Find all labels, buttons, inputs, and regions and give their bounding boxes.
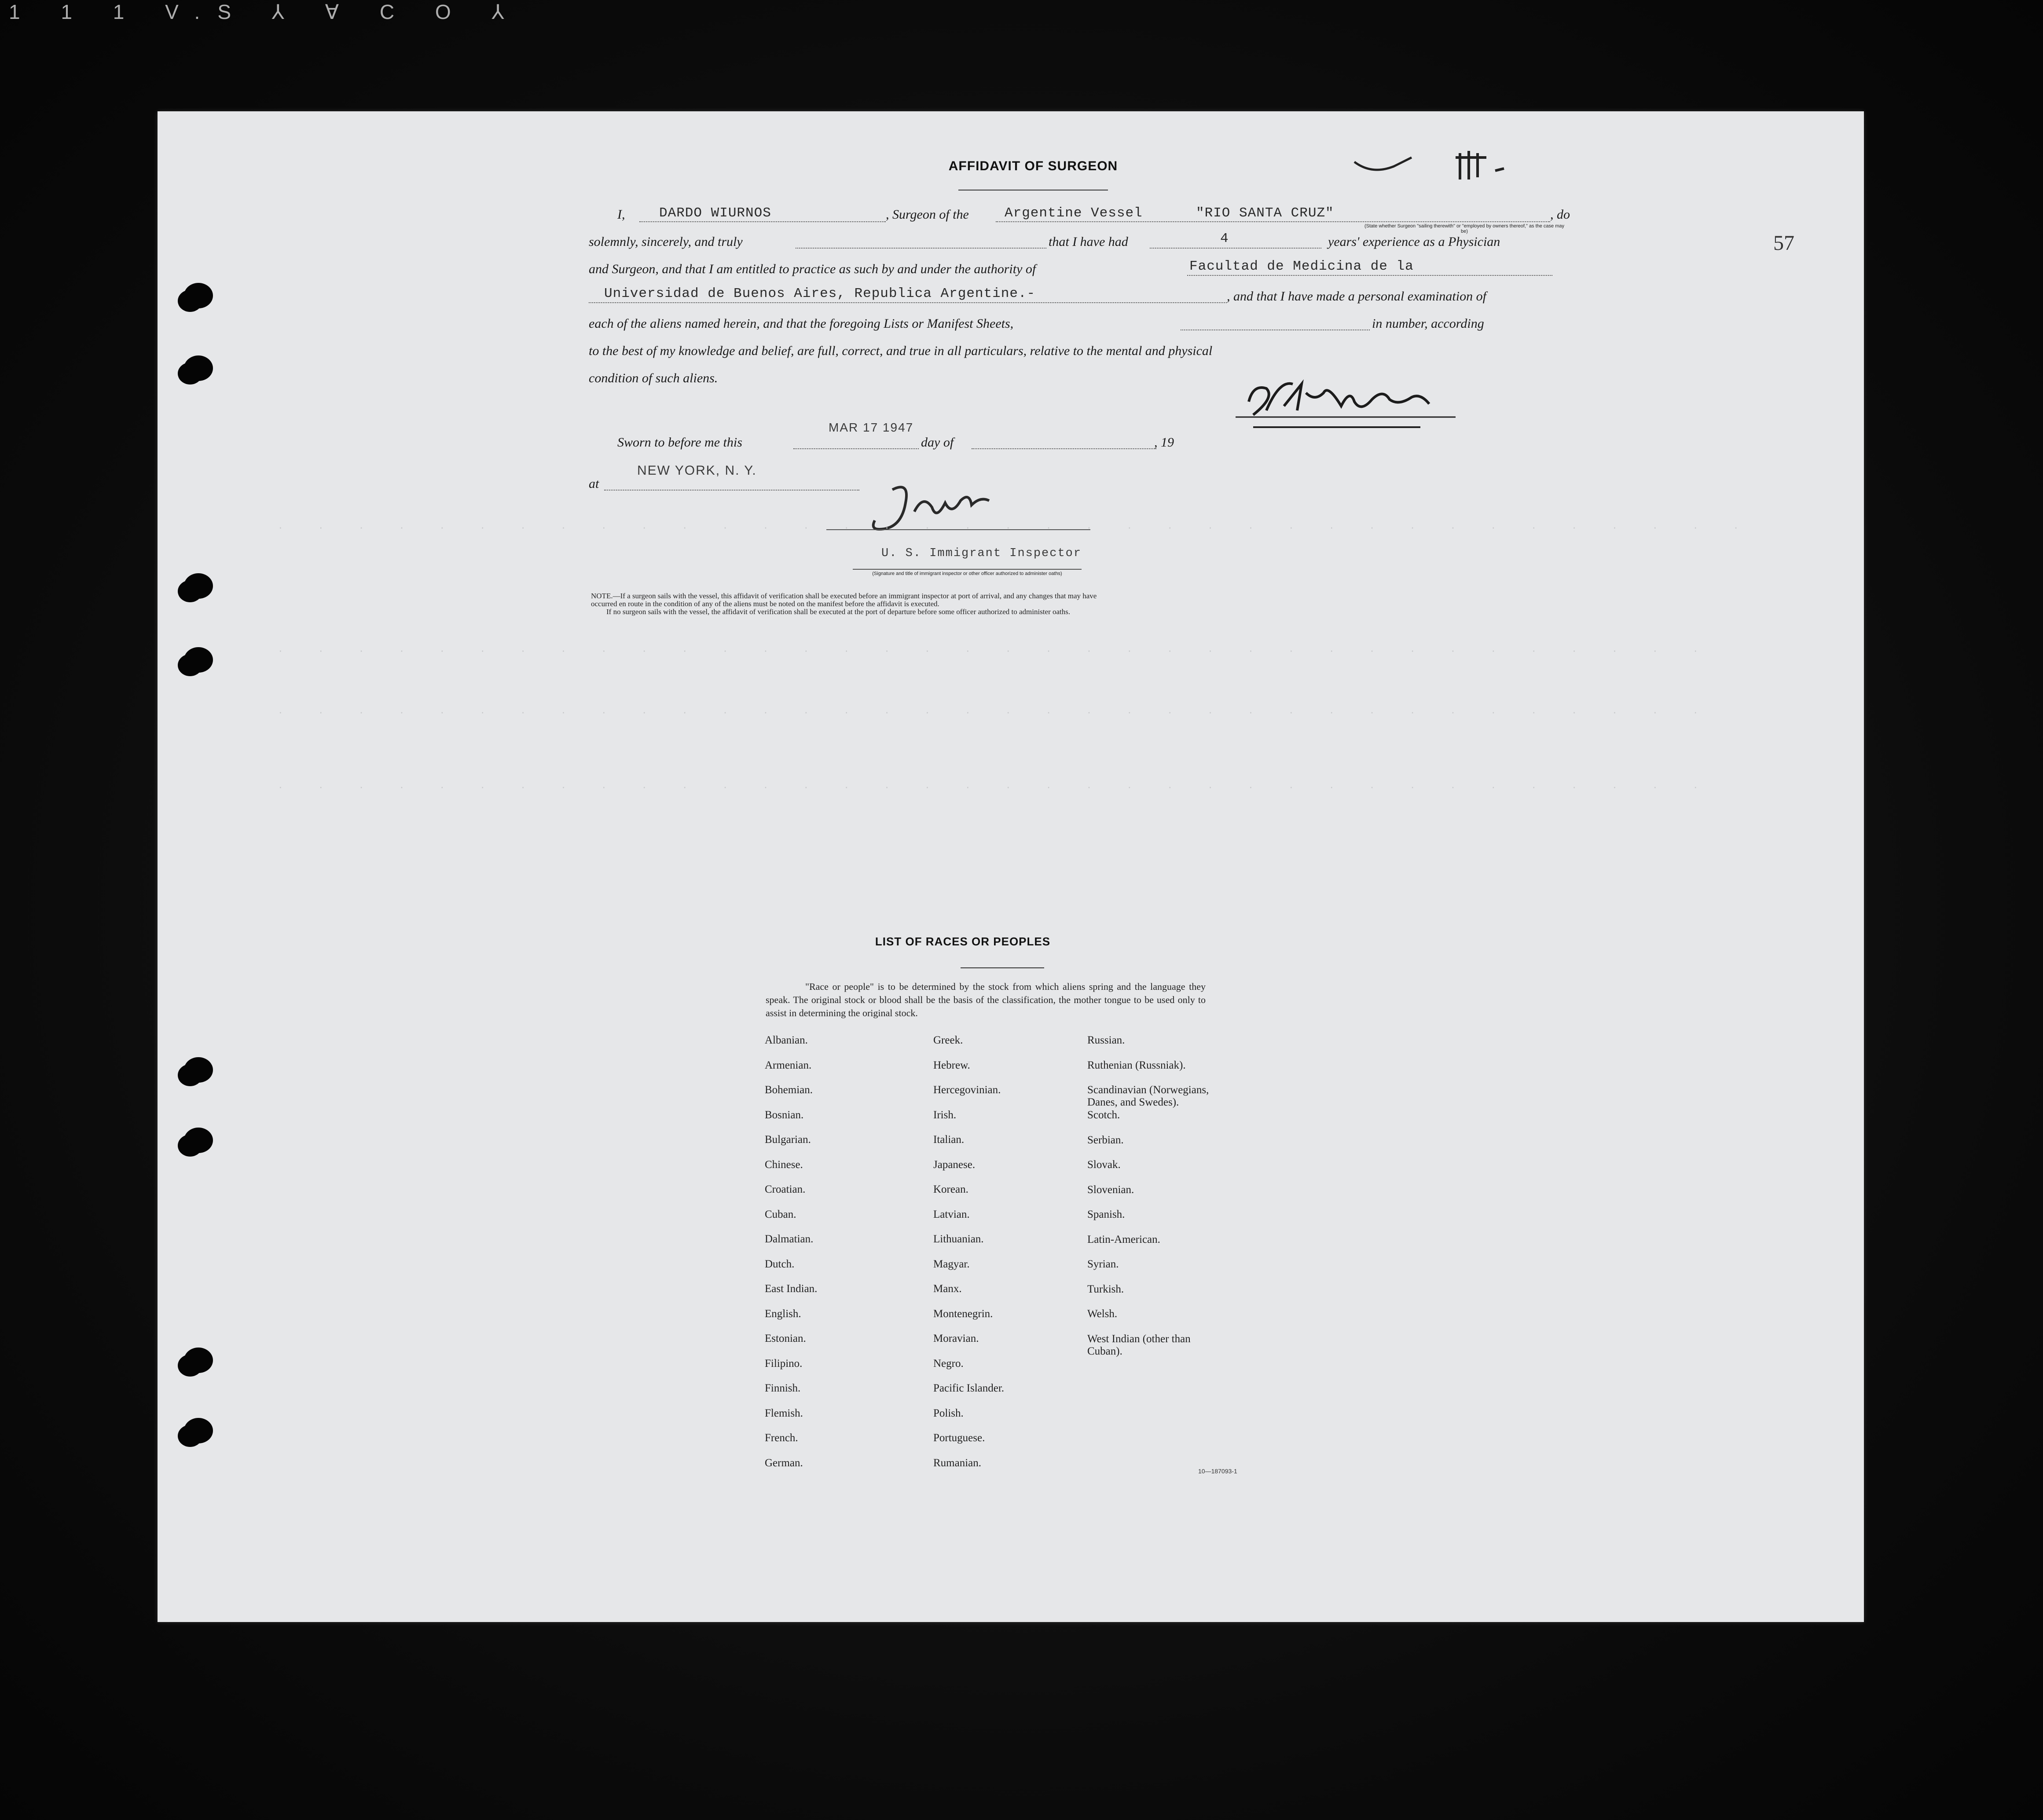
race-item: Montenegrin.	[933, 1307, 993, 1320]
race-item: Dutch.	[765, 1258, 795, 1270]
race-item: Manx.	[933, 1283, 962, 1295]
note-line-2: occurred en route in the condition of any of the aliens must be noted on the manifest before the affidavit is executed.	[591, 600, 939, 608]
authority-label: and Surgeon, and that I am entitled to practice as such by and under the authority of	[589, 262, 1036, 276]
affidavit-title: AFFIDAVIT OF SURGEON	[948, 159, 1118, 173]
document-page	[158, 111, 1864, 1622]
film-edge-markings: 1 1 1 V.S ⅄ ∀ C O ⅄	[9, 0, 522, 23]
punch-hole	[184, 573, 213, 599]
races-column-2	[933, 1034, 1083, 1482]
sworn-day-blank	[793, 448, 919, 449]
year-label: , 19	[1154, 435, 1174, 450]
race-item: Polish.	[933, 1407, 964, 1419]
race-item: Filipino.	[765, 1357, 803, 1370]
condition-label: condition of such aliens.	[589, 371, 718, 385]
race-item: Chinese.	[765, 1158, 803, 1171]
form-code: 10—187093-1	[1198, 1468, 1237, 1475]
vessel-note: (State whether Surgeon "sailing therewith" or "employed by owners thereof," as the case may be)	[1364, 223, 1565, 234]
solemnly-label: solemnly, sincerely, and truly	[589, 234, 743, 249]
race-item: Bohemian.	[765, 1084, 813, 1096]
races-title-rule	[961, 967, 1044, 968]
race-item: Spanish.	[1087, 1208, 1125, 1220]
race-item: Scotch.	[1087, 1109, 1120, 1121]
race-item: French.	[765, 1432, 798, 1444]
punch-hole	[184, 1057, 213, 1083]
race-item: Armenian.	[765, 1059, 812, 1071]
punch-hole	[184, 283, 213, 308]
race-item: Ruthenian (Russniak).	[1087, 1059, 1186, 1071]
race-item: Croatian.	[765, 1183, 806, 1195]
race-item: Magyar.	[933, 1258, 970, 1270]
have-had-label: that I have had	[1049, 234, 1128, 249]
race-item: Latvian.	[933, 1208, 970, 1220]
vessel-name: "RIO SANTA CRUZ"	[1196, 205, 1334, 221]
race-item: Turkish.	[1087, 1283, 1124, 1295]
race-item: West Indian (other than Cuban).	[1087, 1333, 1191, 1357]
races-column-1	[765, 1034, 923, 1482]
page-number: 57	[1773, 231, 1794, 255]
place-stamp: NEW YORK, N. Y.	[637, 463, 757, 478]
race-item: Italian.	[933, 1134, 965, 1146]
vessel-blank	[996, 221, 1550, 222]
knowledge-label: to the best of my knowledge and belief, are full, correct, and true in all particulars, relative to the mental and physical	[589, 344, 1213, 358]
surgeon-of-the-label: , Surgeon of the	[886, 207, 969, 222]
in-number-label: in number, according	[1372, 316, 1484, 331]
race-item: Pacific Islander.	[933, 1382, 1005, 1394]
authority-part1: Facultad de Medicina de la	[1189, 259, 1414, 274]
sworn-date-stamp: MAR 17 1947	[829, 421, 914, 434]
race-item: German.	[765, 1457, 803, 1469]
race-item: Hebrew.	[933, 1059, 970, 1071]
race-item: Bulgarian.	[765, 1134, 811, 1146]
race-item: Scandinavian (Norwegians, Danes, and Swedes).	[1087, 1084, 1209, 1108]
examination-label: , and that I have made a personal examination of	[1227, 289, 1486, 304]
affidavit-i: I,	[617, 207, 625, 222]
race-item: Bosnian.	[765, 1109, 804, 1121]
note-line-1: NOTE.—If a surgeon sails with the vessel, this affidavit of verification shall be executed before an immigrant inspector at port of arrival, and any changes that may have	[591, 592, 1097, 600]
races-intro: "Race or people" is to be determined by the stock from which aliens spring and the language they speak. The original stock or blood shall be the basis of the classification, the mother tongue to be used only to assist in determining the original stock.	[766, 981, 1206, 1018]
inspector-title-line	[853, 569, 1082, 570]
punch-hole	[184, 355, 213, 381]
bleed-through: · · · · · · · · · · · · · · · · · · · · · · · · · · · · · · · · · · · ·	[279, 644, 1714, 657]
race-item: Serbian.	[1087, 1134, 1124, 1146]
race-item: Flemish.	[765, 1407, 803, 1419]
race-item: Russian.	[1087, 1034, 1125, 1046]
years-experience: 4	[1220, 231, 1229, 246]
vessel-type: Argentine Vessel	[1005, 205, 1143, 221]
surgeon-signature	[1231, 371, 1478, 432]
at-place-blank	[604, 490, 859, 491]
sworn-label: Sworn to before me this	[617, 435, 742, 450]
race-item: Cuban.	[765, 1208, 796, 1220]
race-item: Hercegovinian.	[933, 1084, 1001, 1096]
do-label: , do	[1550, 207, 1570, 222]
race-item: Lithuanian.	[933, 1233, 984, 1245]
race-item: Welsh.	[1087, 1308, 1118, 1320]
authority-blank-1	[1187, 275, 1552, 276]
note-line-3: If no surgeon sails with the vessel, the affidavit of verification shall be executed at the port of departure before some officer authorized to administer oaths.	[606, 608, 1071, 616]
race-item: Syrian.	[1087, 1258, 1119, 1270]
race-item: Slovak.	[1087, 1159, 1121, 1171]
race-item: Slovenian.	[1087, 1183, 1134, 1196]
punch-hole	[184, 1348, 213, 1373]
race-item: Negro.	[933, 1357, 964, 1370]
manifest-label: each of the aliens named herein, and that the foregoing Lists or Manifest Sheets,	[589, 316, 1014, 331]
corner-stamp-mark	[1346, 144, 1504, 184]
at-label: at	[589, 476, 599, 491]
years-blank	[1150, 248, 1321, 249]
race-item: East Indian.	[765, 1283, 818, 1295]
race-item: Albanian.	[765, 1034, 808, 1046]
race-item: Finnish.	[765, 1382, 801, 1394]
races-column-3	[1087, 1034, 1254, 1358]
race-item: Moravian.	[933, 1333, 979, 1344]
race-item: English.	[765, 1307, 801, 1320]
race-item: Dalmatian.	[765, 1233, 814, 1245]
race-item: Rumanian.	[933, 1457, 982, 1469]
surgeon-name: DARDO WIURNOS	[659, 205, 771, 221]
surgeon-name-blank	[639, 221, 886, 222]
punch-hole	[184, 1418, 213, 1443]
race-item: Portuguese.	[933, 1432, 985, 1444]
race-item: Irish.	[933, 1109, 957, 1121]
bleed-through: · · · · · · · · · · · · · · · · · · · · · · · · · · · · · · · · · · · · ·	[279, 520, 1755, 534]
punch-hole	[184, 1128, 213, 1153]
day-of-label: day of	[921, 435, 954, 450]
authority-blank-2	[589, 302, 1227, 303]
bleed-through: · · · · · · · · · · · · · · · · · · · · · · · · · · · · · · · · · · · ·	[279, 780, 1714, 793]
years-label: years' experience as a Physician	[1328, 234, 1500, 249]
inspector-caption: (Signature and title of immigrant inspector or other officer authorized to administer oaths)	[872, 571, 1062, 576]
bleed-through: · · · · · · · · · · · · · · · · · · · · · · · · · · · · · · · · · · · ·	[279, 705, 1714, 718]
races-title: LIST OF RACES OR PEOPLES	[875, 935, 1051, 948]
race-item: Korean.	[933, 1183, 968, 1195]
solemnly-blank	[796, 248, 1046, 249]
sworn-month-blank	[972, 448, 1156, 449]
race-item: Estonian.	[765, 1333, 806, 1344]
race-item: Latin-American.	[1087, 1233, 1160, 1245]
race-item: Japanese.	[933, 1158, 976, 1171]
race-item: Greek.	[933, 1034, 963, 1046]
authority-part2: Universidad de Buenos Aires, Republica Argentine.-	[604, 286, 1036, 301]
inspector-title: U. S. Immigrant Inspector	[881, 547, 1082, 560]
punch-hole	[184, 647, 213, 673]
